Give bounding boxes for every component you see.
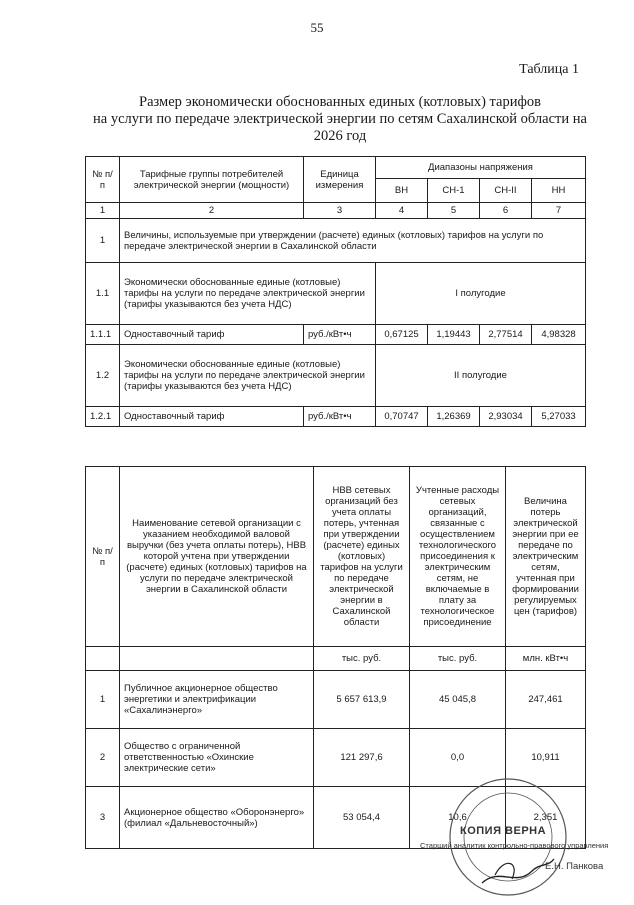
tariff-sn1: 1,26369 (428, 407, 480, 427)
header-losses: Величина потерь электрической энергии при ее передаче по электрическим сетям, учтенная при формировании регулируемых цен (тарифов) (506, 467, 586, 647)
certification-stamp (420, 775, 625, 900)
seal-icon (420, 775, 625, 900)
title-line: на услуги по передаче электрической энергии по сетям Сахалинской области на (93, 111, 587, 127)
losses-value: 2,351 (506, 787, 586, 849)
stamp-name-text: Е.Н. Панкова (545, 861, 604, 872)
nvv-value: 53 054,4 (314, 787, 410, 849)
col-number: 6 (480, 203, 532, 219)
row-num: 1.2.1 (86, 407, 120, 427)
table-row (86, 345, 586, 407)
col-number: 4 (376, 203, 428, 219)
expenses-value: 0,0 (410, 729, 506, 787)
header-name: Наименование сетевой организации с указанием необходимой валовой выручки (без учета оплаты потерь), НВВ которой учтена при утверждении (расчете) единых (котловых) тарифов на услуги по передаче электрической энергии в Сахалинской области (120, 467, 314, 647)
row-num: 1.2 (86, 345, 120, 407)
col-number: 2 (120, 203, 304, 219)
tariff-nn: 4,98328 (532, 325, 586, 345)
row-num: 3 (86, 787, 120, 849)
org-name: Акционерное общество «Оборонэнерго» (филиал «Дальневосточный») (120, 787, 314, 849)
tariff-nn: 5,27033 (532, 407, 586, 427)
header-nn: НН (532, 179, 586, 203)
period-label: II полугодие (376, 345, 586, 407)
expenses-value: 10,6 (410, 787, 506, 849)
col-number: 5 (428, 203, 480, 219)
table-row (86, 671, 586, 729)
header-expenses: Учтенные расходы сетевых организаций, связанные с осуществлением технологического присоединения к электрическим сетям, не включаемые в плату за технологическое присоединение (410, 467, 506, 647)
row-unit: руб./кВт•ч (304, 407, 376, 427)
row-text: Одноставочный тариф (120, 325, 304, 345)
row-num: 2 (86, 729, 120, 787)
row-num: 1 (86, 671, 120, 729)
table-row (86, 263, 586, 325)
tariff-sn1: 1,19443 (428, 325, 480, 345)
title-line: 2026 год (313, 128, 367, 144)
tariff-vn: 0,70747 (376, 407, 428, 427)
row-num: 1.1.1 (86, 325, 120, 345)
header-sn1: СН-1 (428, 179, 480, 203)
tariff-table (85, 156, 586, 427)
col-number: 1 (86, 203, 120, 219)
tariff-sn2: 2,77514 (480, 325, 532, 345)
header-voltage: Диапазоны напряжения (376, 157, 586, 179)
col-number: 7 (532, 203, 586, 219)
period-label: I полугодие (376, 263, 586, 325)
losses-value: 247,461 (506, 671, 586, 729)
units-blank (120, 647, 314, 671)
nvv-value: 5 657 613,9 (314, 671, 410, 729)
header-row (86, 157, 586, 179)
table-row (86, 219, 586, 263)
header-row (86, 467, 586, 647)
losses-value: 10,911 (506, 729, 586, 787)
org-name: Публичное акционерное общество энергетики и электрификации «Сахалинэнерго» (120, 671, 314, 729)
col-number: 3 (304, 203, 376, 219)
org-name: Общество с ограниченной ответственностью «Охинские электрические сети» (120, 729, 314, 787)
row-text: Одноставочный тариф (120, 407, 304, 427)
nvv-value: 121 297,6 (314, 729, 410, 787)
row-unit: руб./кВт•ч (304, 325, 376, 345)
table-row (86, 325, 586, 345)
title-line: Размер экономически обоснованных единых (котловых) тарифов (139, 94, 541, 110)
stamp-post-text: Старший аналитик контрольно-правового управления (420, 841, 609, 850)
unit-nvv: тыс. руб. (314, 647, 410, 671)
expenses-value: 45 045,8 (410, 671, 506, 729)
header-num: № п/п (86, 467, 120, 647)
unit-losses: млн. кВт•ч (506, 647, 586, 671)
table-row (86, 407, 586, 427)
page-number: 55 (310, 20, 324, 35)
row-num: 1.1 (86, 263, 120, 325)
header-vn: ВН (376, 179, 428, 203)
units-blank (86, 647, 120, 671)
stamp-copy-text: КОПИЯ ВЕРНА (460, 825, 547, 837)
row-text: Экономически обоснованные единые (котловые) тарифы на услуги по передаче электрической энергии (тарифы указываются без учета НДС) (120, 263, 376, 325)
column-number-row (86, 203, 586, 219)
document-title (70, 94, 610, 145)
unit-expenses: тыс. руб. (410, 647, 506, 671)
row-text: Величины, используемые при утверждении (расчете) единых (котловых) тарифов на услуги по передаче электрической энергии в Сахалинской области (120, 219, 586, 263)
header-sn2: СН-II (480, 179, 532, 203)
header-num: № п/п (86, 157, 120, 203)
tariff-sn2: 2,93034 (480, 407, 532, 427)
tariff-vn: 0,67125 (376, 325, 428, 345)
table-label: Таблица 1 (519, 62, 579, 77)
row-text: Экономически обоснованные единые (котловые) тарифы на услуги по передаче электрической энергии (тарифы указываются без учета НДС) (120, 345, 376, 407)
header-groups: Тарифные группы потребителей электрической энергии (мощности) (120, 157, 304, 203)
header-nvv: НВВ сетевых организаций без учета оплаты потерь, учтенная при утверждении (расчете) единых (котловых) тарифов на услуги по передаче электрической энергии в Сахалинской области (314, 467, 410, 647)
units-row (86, 647, 586, 671)
row-num: 1 (86, 219, 120, 263)
header-unit: Единица измерения (304, 157, 376, 203)
